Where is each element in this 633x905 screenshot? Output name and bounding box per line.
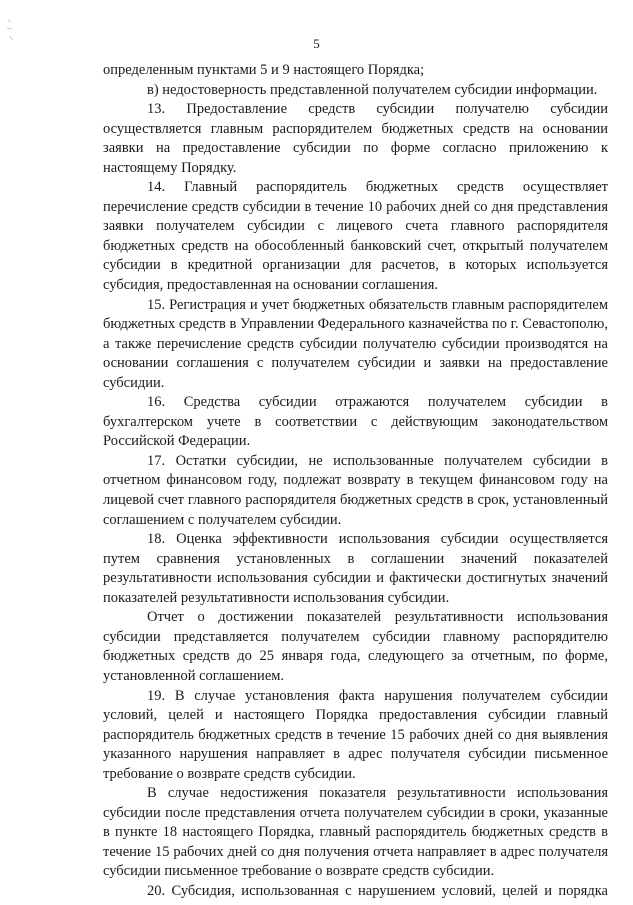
paragraph: 14. Главный распорядитель бюджетных средств осуществляет перечисление средств субсидии в течение 10 рабочих дней со дня представления заявки получателем субсидии с лицевого счета главного распорядителя бюджетных средств на обособленный банковский счет, открытый получателем субсидии в кредитной организации для расчетов, в которых используется субсидия, предоставленная на основании соглашения.	[103, 179, 608, 294]
paragraph: 15. Регистрация и учет бюджетных обязательств главным распорядителем бюджетных средств в Управлении Федерального казначейства по г. Севастополю, а также перечисление средств субсидии получателю субсидии производятся на основании соглашения с получателем субсидии и заявки на предоставление субсидии.	[103, 296, 608, 391]
paragraph: 19. В случае установления факта нарушения получателем субсидии условий, целей и настоящего Порядка предоставления субсидии главный распорядитель бюджетных средств в течение 15 рабочих дней со дня выявления указанного нарушения направляет в адрес получателя субсидии письменное требование о возврате средств субсидии.	[103, 687, 608, 782]
document-body	[103, 61, 608, 902]
paragraph: определенным пунктами 5 и 9 настоящего Порядка;	[103, 62, 425, 78]
paragraph: Отчет о достижении показателей результативности использования субсидии представляется получателем субсидии главному распорядителю бюджетных средств до 25 января года, следующего за отчетным, по форме, установленной соглашением.	[103, 609, 608, 684]
paragraph: 17. Остатки субсидии, не использованные получателем субсидии в отчетном финансовом году, подлежат возврату в текущем финансовом году на лицевой счет главного распорядителя бюджетных средств в срок, установленный соглашением с получателем субсидии.	[103, 452, 608, 528]
page-number: 5	[313, 36, 320, 51]
paragraph: 13. Предоставление средств субсидии получателю субсидии осуществляется главным распорядителем бюджетных средств на основании заявки на предоставление субсидии по форме согласно приложению к настоящему Порядку.	[103, 101, 608, 176]
paragraph: в) недостоверность представленной получателем субсидии информации.	[147, 81, 598, 98]
paragraph: 20. Субсидия, использованная с нарушением условий, целей и порядка	[147, 882, 608, 899]
paragraph: В случае недостижения показателя результативности использования субсидии после представления отчета получателем субсидии в сроки, указанные в пункте 18 настоящего Порядка, главный распорядитель бюджетных средств в течение 15 рабочих дней со дня получения отчета направляет в адрес получателя субсидии письменное требование о возврате средств субсидии.	[103, 785, 608, 880]
paragraph: 16. Средства субсидии отражаются получателем субсидии в бухгалтерском учете в соответствии с действующим законодательством Российской Федерации.	[103, 394, 608, 450]
paragraph: 18. Оценка эффективности использования субсидии осуществляется путем сравнения установленных в соглашении значений показателей результативности использования субсидии и фактически достигнутых значений показателей результативности использования субсидии.	[103, 531, 608, 606]
